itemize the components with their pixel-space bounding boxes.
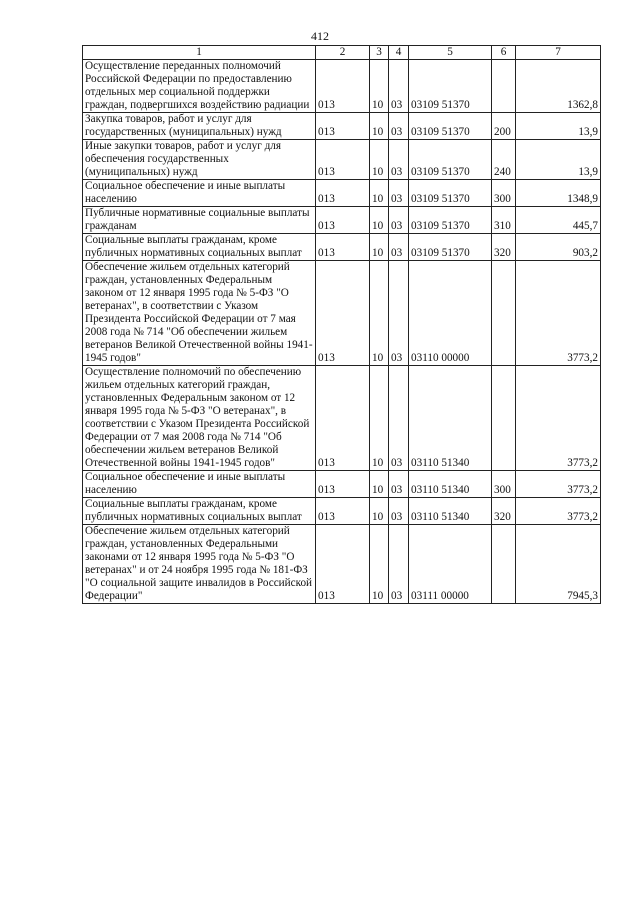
row-code-3: 10 (370, 261, 389, 366)
row-name: Обеспечение жильем отдельных категорий граждан, установленных Федеральным законом от 12 января 1995 года № 5-ФЗ "О ветеранах", в соответствии с Указом Президента Российской Федерации от 7 мая 2008 года № 714 "Об обеспечении жильем ветеранов Великой Отечественной войны 1941-1945 годов" (83, 261, 316, 366)
table-row (83, 525, 601, 604)
row-code-5: 03109 51370 (409, 140, 492, 180)
table-body (83, 60, 601, 604)
row-amount: 1362,8 (516, 60, 601, 113)
row-code-6 (492, 366, 516, 471)
row-code-2: 013 (316, 261, 370, 366)
row-name: Публичные нормативные социальные выплаты гражданам (83, 207, 316, 234)
table-row (83, 234, 601, 261)
table-row (83, 471, 601, 498)
row-amount: 1348,9 (516, 180, 601, 207)
row-amount: 7945,3 (516, 525, 601, 604)
row-code-3: 10 (370, 498, 389, 525)
row-code-5: 03110 51340 (409, 366, 492, 471)
row-code-2: 013 (316, 498, 370, 525)
budget-table (82, 45, 601, 604)
row-code-6 (492, 525, 516, 604)
row-name: Иные закупки товаров, работ и услуг для обеспечения государственных (муниципальных) нужд (83, 140, 316, 180)
row-code-6: 320 (492, 498, 516, 525)
row-code-6: 320 (492, 234, 516, 261)
row-code-2: 013 (316, 113, 370, 140)
row-code-6: 240 (492, 140, 516, 180)
row-code-4: 03 (389, 180, 409, 207)
page-number: 412 (311, 29, 329, 43)
row-code-2: 013 (316, 471, 370, 498)
row-code-5: 03110 00000 (409, 261, 492, 366)
row-code-4: 03 (389, 207, 409, 234)
row-code-2: 013 (316, 234, 370, 261)
row-code-3: 10 (370, 366, 389, 471)
table-row (83, 180, 601, 207)
row-code-4: 03 (389, 498, 409, 525)
row-amount: 445,7 (516, 207, 601, 234)
table-row (83, 261, 601, 366)
row-code-5: 03109 51370 (409, 180, 492, 207)
row-code-4: 03 (389, 60, 409, 113)
row-name: Осуществление переданных полномочий Российской Федерации по предоставлению отдельных мер социальной поддержки граждан, подвергшихся воздействию радиации (83, 60, 316, 113)
row-code-5: 03111 00000 (409, 525, 492, 604)
row-code-5: 03109 51370 (409, 207, 492, 234)
table-row (83, 60, 601, 113)
row-code-4: 03 (389, 234, 409, 261)
header-row (83, 46, 601, 60)
header-cell: 4 (389, 46, 409, 60)
header-cell: 5 (409, 46, 492, 60)
row-code-5: 03109 51370 (409, 234, 492, 261)
table-row (83, 140, 601, 180)
row-code-3: 10 (370, 113, 389, 140)
row-name: Социальные выплаты гражданам, кроме публичных нормативных социальных выплат (83, 234, 316, 261)
row-code-3: 10 (370, 140, 389, 180)
row-code-4: 03 (389, 261, 409, 366)
header-cell: 3 (370, 46, 389, 60)
row-code-3: 10 (370, 471, 389, 498)
row-code-5: 03109 51370 (409, 113, 492, 140)
row-name: Обеспечение жильем отдельных категорий граждан, установленных Федеральными законами от 12 января 1995 года № 5-ФЗ "О ветеранах" и от 24 ноября 1995 года № 181-ФЗ "О социальной защите инвалидов в Российской Федерации" (83, 525, 316, 604)
row-code-3: 10 (370, 207, 389, 234)
row-amount: 13,9 (516, 140, 601, 180)
row-amount: 3773,2 (516, 498, 601, 525)
row-amount: 903,2 (516, 234, 601, 261)
row-code-6 (492, 261, 516, 366)
row-name: Социальное обеспечение и иные выплаты населению (83, 471, 316, 498)
row-code-6: 300 (492, 180, 516, 207)
header-cell: 6 (492, 46, 516, 60)
row-name: Социальное обеспечение и иные выплаты населению (83, 180, 316, 207)
row-code-6: 300 (492, 471, 516, 498)
header-cell: 7 (516, 46, 601, 60)
row-code-3: 10 (370, 180, 389, 207)
row-code-2: 013 (316, 207, 370, 234)
row-code-6 (492, 60, 516, 113)
row-code-3: 10 (370, 525, 389, 604)
row-code-4: 03 (389, 525, 409, 604)
row-name: Социальные выплаты гражданам, кроме публичных нормативных социальных выплат (83, 498, 316, 525)
row-code-5: 03109 51370 (409, 60, 492, 113)
row-code-6: 200 (492, 113, 516, 140)
row-amount: 3773,2 (516, 261, 601, 366)
row-code-2: 013 (316, 60, 370, 113)
row-amount: 3773,2 (516, 471, 601, 498)
row-name: Закупка товаров, работ и услуг для государственных (муниципальных) нужд (83, 113, 316, 140)
table-row (83, 498, 601, 525)
table-row (83, 113, 601, 140)
table-row (83, 207, 601, 234)
row-code-4: 03 (389, 366, 409, 471)
row-code-4: 03 (389, 113, 409, 140)
row-code-6: 310 (492, 207, 516, 234)
row-code-4: 03 (389, 471, 409, 498)
row-code-2: 013 (316, 366, 370, 471)
row-code-4: 03 (389, 140, 409, 180)
row-amount: 13,9 (516, 113, 601, 140)
row-code-2: 013 (316, 525, 370, 604)
table-row (83, 366, 601, 471)
row-code-5: 03110 51340 (409, 471, 492, 498)
row-code-5: 03110 51340 (409, 498, 492, 525)
header-cell: 2 (316, 46, 370, 60)
row-amount: 3773,2 (516, 366, 601, 471)
row-code-2: 013 (316, 140, 370, 180)
row-name: Осуществление полномочий по обеспечению жильем отдельных категорий граждан, установленных Федеральным законом от 12 января 1995 года № 5-ФЗ "О ветеранах", в соответствии с Указом Президента Российской Федерации от 7 мая 2008 года № 714 "Об обеспечении жильем ветеранов Великой Отечественной войны 1941-1945 годов" (83, 366, 316, 471)
row-code-3: 10 (370, 60, 389, 113)
header-cell: 1 (83, 46, 316, 60)
row-code-2: 013 (316, 180, 370, 207)
row-code-3: 10 (370, 234, 389, 261)
